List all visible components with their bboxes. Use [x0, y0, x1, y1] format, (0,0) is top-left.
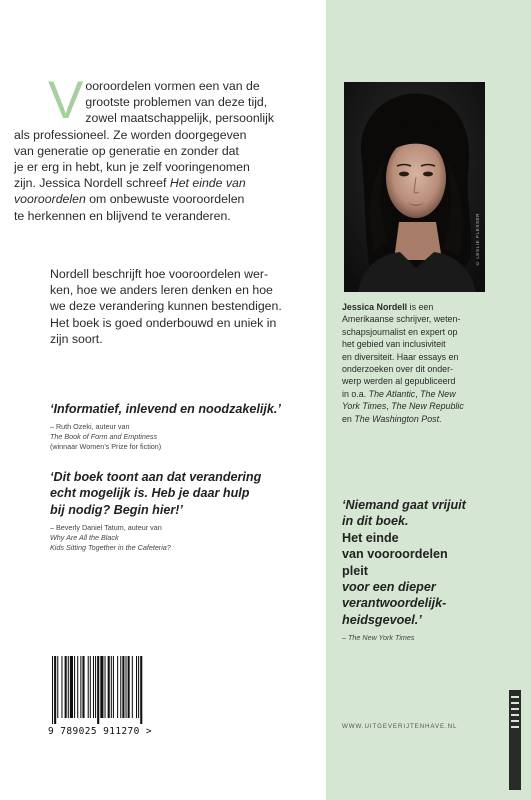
paragraph-line: Nordell beschrijft hoe vooroordelen wer-	[50, 267, 269, 281]
quote-line	[342, 497, 507, 513]
quote-italic: ‘Niemand gaat vrijuit	[342, 498, 466, 512]
author-bio	[342, 301, 507, 425]
bio-text: ,	[386, 401, 392, 412]
bio-text: is een	[407, 302, 434, 312]
attribution-line	[50, 422, 318, 442]
publication-name: The New	[420, 388, 456, 399]
photo-credit: © LESLIE PLESSER	[475, 212, 480, 266]
description-paragraph	[50, 266, 318, 347]
attribution-line: (winnaar Women’s Prize for fiction)	[50, 442, 162, 452]
barcode-bar	[52, 656, 53, 724]
review-quote-nyt	[342, 497, 507, 643]
bio-text: en	[342, 413, 355, 424]
quote-italic: verantwoordelijk-	[342, 596, 447, 611]
quote-line: ‘Dit boek toont aan dat verandering	[50, 470, 262, 484]
intro-line: zowel maatschappelijk, persoonlijk	[85, 111, 275, 126]
paragraph-line: zijn soort.	[50, 331, 103, 346]
quote-italic: heidsgevoel.’	[342, 612, 422, 627]
publisher-url: WWW.UITGEVERIJTENHAVE.NL	[342, 723, 458, 730]
attribution-author: – Ruth Ozeki, auteur van	[50, 422, 130, 432]
barcode-bar	[88, 656, 89, 718]
barcode-bar	[128, 656, 130, 718]
barcode-bar	[97, 656, 99, 724]
quote-line: echt mogelijk is. Heb je daar hulp	[50, 486, 250, 501]
barcode-bar	[77, 656, 78, 718]
author-portrait-image	[344, 82, 485, 292]
quote-text: ‘Informatief, inlevend en noodzakelijk.’	[50, 402, 281, 416]
author-photo	[344, 82, 485, 292]
bio-line: schapsjournalist en expert op	[342, 326, 458, 337]
quote-text	[342, 497, 507, 628]
author-name: Jessica Nordell	[342, 302, 408, 312]
barcode-bar	[95, 656, 96, 718]
review-quote-ozeki	[50, 401, 318, 452]
attribution-book: Kids Sitting Together in the Cafeteria?	[50, 543, 171, 553]
barcode-bar	[90, 656, 91, 718]
barcode-bar	[61, 656, 62, 718]
bio-line	[342, 400, 507, 412]
bio-line: en diversiteit. Haar essays en	[342, 351, 459, 362]
barcode-bar	[93, 656, 94, 718]
intro-line: als professioneel. Ze worden doorgegeven	[14, 127, 247, 142]
attribution-book: Why Are All the Black	[50, 533, 119, 543]
quote-attribution	[50, 523, 318, 553]
quote-attribution	[342, 633, 507, 643]
barcode-bar	[126, 656, 127, 718]
intro-line: je er erg in hebt, kun je zelf vooringenomen	[14, 160, 250, 175]
bio-line: het gebied van inclusiviteit	[342, 339, 446, 350]
barcode-bar	[136, 656, 137, 718]
publication-name: York Times	[342, 401, 387, 412]
barcode-bar	[132, 656, 133, 718]
intro-line	[14, 175, 318, 191]
quote-attribution	[50, 422, 318, 452]
publication-name: The Washington Post	[354, 413, 440, 424]
quote-line	[342, 563, 507, 596]
barcode-bar	[80, 656, 81, 718]
attribution-author: – Beverly Daniel Tatum, auteur van	[50, 523, 162, 533]
bio-line	[342, 388, 507, 400]
publication-name: The Atlantic	[368, 388, 416, 399]
attribution-book: The Book of Form and Emptiness	[50, 432, 158, 442]
attribution-source: The New York Times	[348, 633, 415, 643]
barcode-bar	[117, 656, 118, 718]
paragraph-line: ken, hoe we anders leren denken en hoe	[50, 283, 273, 298]
barcode-bar	[113, 656, 114, 718]
barcode-bar	[74, 656, 75, 718]
quote-italic: in dit boek.	[342, 514, 409, 529]
barcode-bar	[100, 656, 103, 718]
barcode	[50, 656, 178, 724]
barcode-bar	[70, 656, 73, 718]
bio-line: onderzoeken over dit onder-	[342, 364, 454, 375]
quote-line	[342, 612, 507, 628]
bio-text: .	[439, 413, 442, 424]
book-title: Het einde van	[169, 176, 246, 191]
quote-text	[50, 469, 318, 518]
quote-upright: Het einde	[342, 530, 399, 545]
intro-line: ooroordelen vormen een van de	[85, 79, 260, 93]
publisher-logo	[501, 690, 527, 790]
barcode-bar	[108, 656, 110, 718]
barcode-bar	[111, 656, 112, 718]
barcode-bar	[140, 656, 142, 724]
review-quote-tatum	[50, 469, 318, 553]
intro-line	[14, 191, 318, 207]
barcode-bar	[122, 656, 124, 718]
barcode-bar	[65, 656, 67, 718]
barcode-bar	[105, 656, 106, 718]
bio-line: werp werden al gepubliceerd	[342, 376, 456, 387]
quote-line	[342, 513, 507, 546]
drop-cap: V	[48, 71, 84, 130]
book-title: vooroordelen	[14, 192, 86, 207]
paragraph-line: we deze verandering kunnen bestendigen.	[50, 299, 282, 314]
publisher-logo-icon	[501, 690, 527, 790]
barcode-bar	[54, 656, 56, 724]
barcode-bar	[120, 656, 121, 718]
quote-line: van vooroordelen	[342, 547, 448, 562]
bio-text: in o.a.	[342, 388, 369, 399]
intro-paragraph	[14, 71, 318, 224]
barcode-image	[50, 656, 178, 724]
quote-line	[342, 595, 507, 611]
intro-text: zijn. Jessica Nordell schreef	[14, 176, 170, 191]
intro-line: grootste problemen van deze tijd,	[85, 95, 268, 110]
quote-italic: voor een dieper	[342, 580, 436, 595]
intro-line: van generatie op generatie en zonder dat	[14, 143, 239, 158]
publication-name: The New Republic	[391, 401, 464, 412]
barcode-bar	[82, 656, 84, 718]
quote-upright: pleit	[342, 563, 368, 578]
bio-line	[342, 301, 507, 313]
intro-line: te herkennen en blijvend te veranderen.	[14, 208, 231, 223]
barcode-bar	[57, 656, 58, 718]
isbn-number: 9 789025 911270 >	[48, 726, 153, 737]
bio-line	[342, 413, 507, 425]
quote-line: bij nodig? Begin hier!’	[50, 502, 183, 517]
barcode-bar	[138, 656, 139, 718]
intro-text: om onbewuste vooroordelen	[85, 192, 245, 207]
attribution-line	[50, 523, 318, 543]
attribution-dash: –	[342, 633, 348, 643]
barcode-bar	[68, 656, 69, 718]
paragraph-line: Het boek is goed onderbouwd en uniek in	[50, 315, 277, 330]
bio-line: Amerikaanse schrijver, weten-	[342, 314, 461, 325]
bio-text: ,	[415, 388, 421, 399]
